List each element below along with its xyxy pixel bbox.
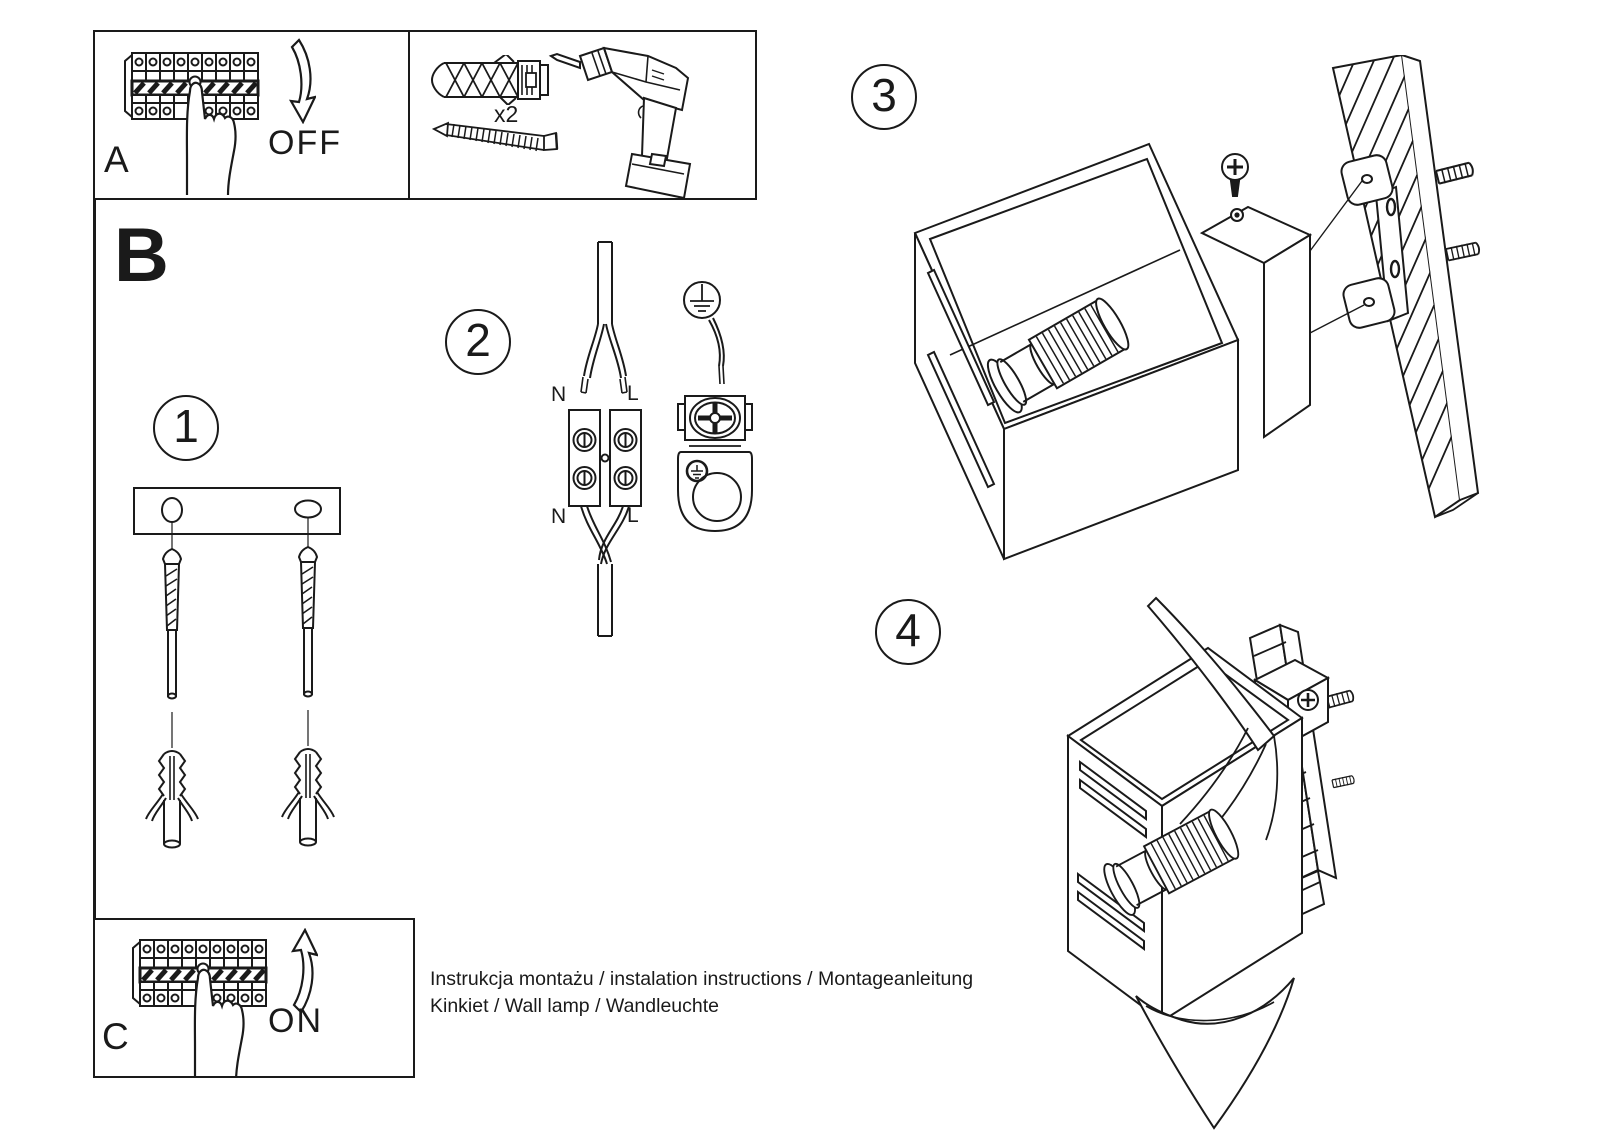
breaker-panel-hand-illustration-a xyxy=(118,45,278,195)
drill-icon xyxy=(548,32,710,200)
anchor-quantity: x2 xyxy=(494,101,519,127)
footer-title-line1: Instrukcja montażu / instalation instructions / Montageanleitung xyxy=(430,968,974,990)
step-4-glass-insert-illustration xyxy=(950,568,1410,1131)
wall-anchor-icon xyxy=(430,55,552,105)
box-a-label: A xyxy=(104,139,129,180)
neutral-label-bottom: N xyxy=(551,505,567,528)
off-label: OFF xyxy=(268,124,342,162)
footer-title-line2: Kinkiet / Wall lamp / Wandleuchte xyxy=(430,995,720,1017)
section-b-left-border xyxy=(93,200,96,918)
step-4-badge: 4 xyxy=(875,599,941,665)
mounting-screw-icon xyxy=(432,120,560,156)
step-1-illustration xyxy=(128,482,356,854)
neutral-label-top: N xyxy=(551,383,567,406)
live-label-top: L xyxy=(627,382,639,405)
step-2-badge: 2 xyxy=(445,309,511,375)
step-1-badge: 1 xyxy=(153,395,219,461)
step-3-assembly-illustration xyxy=(850,55,1510,575)
on-label: ON xyxy=(268,1002,323,1040)
step-3-badge: 3 xyxy=(851,64,917,130)
box-c-label: C xyxy=(102,1016,129,1057)
breaker-panel-hand-illustration-c xyxy=(126,932,286,1076)
live-label-bottom: L xyxy=(627,504,639,527)
step-2-wiring-illustration xyxy=(545,238,795,638)
section-b-label: B xyxy=(114,213,169,298)
arrow-down-icon xyxy=(276,38,316,124)
